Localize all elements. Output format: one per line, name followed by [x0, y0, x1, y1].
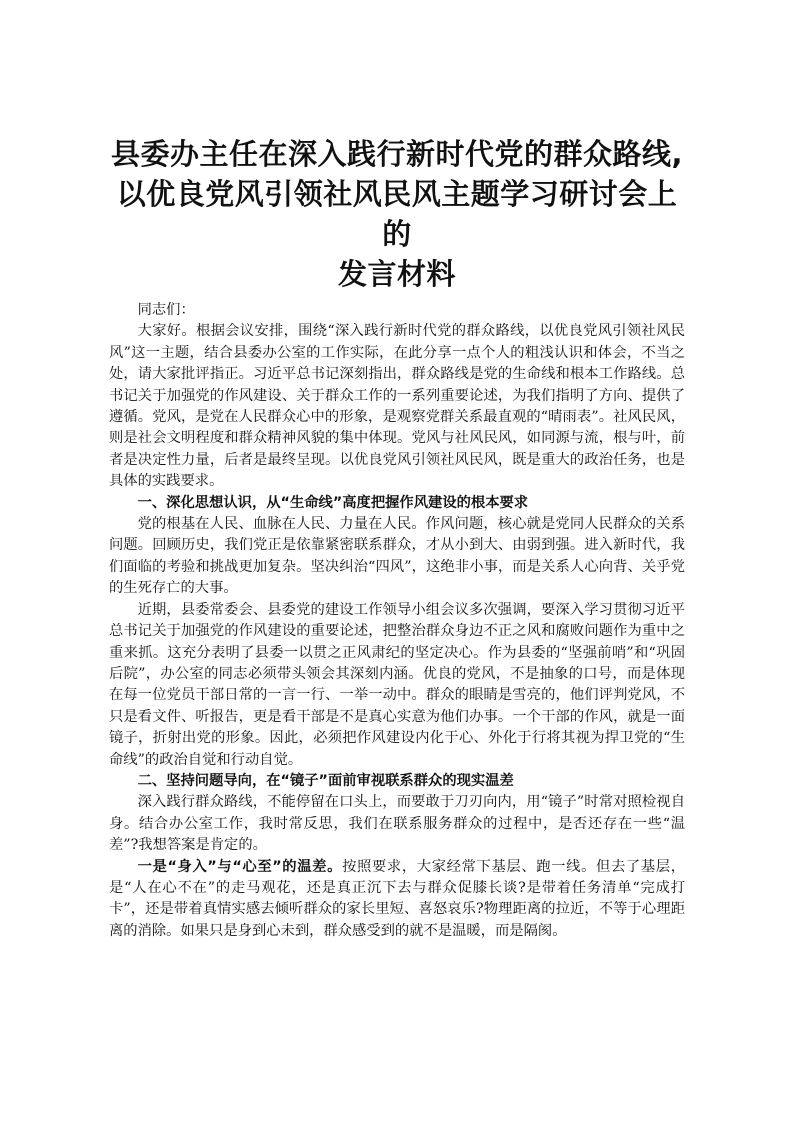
section-1-paragraph-2: 近期，县委常委会、县委党的建设工作领导小组会议多次强调，要深入学习贯彻习近平总书记关于加强党的作风建设的重要论述，把整治群众身边不正之风和腐败问题作为重中之重来抓。这充分表明了县委一以贯之正风肃纪的坚定决心。作为县委的“坚强前哨”和“巩固后院”，办公室的同志必须带头领会其深刻内涵。优良的党风，不是抽象的口号，而是体现在每一位党员干部日常的一言一行、一举一动中。群众的眼睛是雪亮的，他们评判党风，不只是看文件、听报告，更是看干部是不是真心实意为他们办事。一个干部的作风，就是一面镜子，折射出党的形象。因此，必须把作风建设内化于心、外化于行将其视为捍卫党的“生命线”的政治自觉和行动自觉。: [109, 601, 685, 768]
title-line-3: 发言材料: [337, 257, 456, 291]
title-line-2: 以优良党风引领社风民风主题学习研讨会上的: [116, 177, 678, 251]
title-line-1: 县委办主任在深入践行新时代党的群众路线,: [110, 137, 684, 171]
salutation: 同志们：: [137, 302, 195, 318]
section-2-paragraph-1: 深入践行群众路线，不能停留在口头上，而要敢于刀刃向内，用“镜子”时常对照检视自身。结合办公室工作，我时常反思，我们在联系服务群众的过程中，是否还存在一些“温差”?我想答案是肯定的。: [109, 794, 685, 854]
section-1-heading: 一、深化思想认识，从“生命线”高度把握作风建设的根本要求: [137, 494, 529, 511]
point-1-body: 按照要求，大家经常下基层、跑一线。但去了基层，是“人在心不在”的走马观花，还是真正沉下去与群众促膝长谈?是带着任务清单“完成打卡”，还是带着真情实感去倾听群众的家长里短、喜怒哀乐?物理距离的拉近，不等于心理距离的消除。如果只是身到心未到，群众感受到的就不是温暖，而是隔阂。: [109, 858, 685, 939]
point-1-lead: 一是“身入”与“心至”的温差。: [137, 858, 343, 875]
intro-paragraph: 大家好。根据会议安排，围绕“深入践行新时代党的群众路线，以优良党风引领社风民风”这一主题，结合县委办公室的工作实际，在此分享一点个人的粗浅认识和体会，不当之处，请大家批评指正。习近平总书记深刻指出，群众路线是党的生命线和根本工作路线。总书记关于加强党的作风建设、关于群众工作的一系列重要论述，为我们指明了方向、提供了遵循。党风，是党在人民群众心中的形象，是观察党群关系最直观的“晴雨表”。社风民风，则是社会文明程度和群众精神风貌的集中体现。党风与社风民风，如同源与流，根与叶，前者是决定性力量，后者是最终呈现。以优良党风引领社风民风，既是重大的政治任务，也是具体的实践要求。: [109, 323, 685, 490]
section-1-paragraph-1: 党的根基在人民、血脉在人民、力量在人民。作风问题，核心就是党同人民群众的关系问题。回顾历史，我们党正是依靠紧密联系群众，才从小到大、由弱到强。进入新时代，我们面临的考验和挑战更加复杂。坚决纠治“四风”，这绝非小事，而是关系人心向背、关乎党的生死存亡的大事。: [109, 516, 685, 597]
section-2-heading: 二、坚持问题导向，在“镜子”面前审视联系群众的现实温差: [137, 772, 514, 789]
document-page: [109, 134, 685, 942]
section-2-paragraph-2: [109, 857, 685, 943]
document-title: [109, 134, 685, 294]
